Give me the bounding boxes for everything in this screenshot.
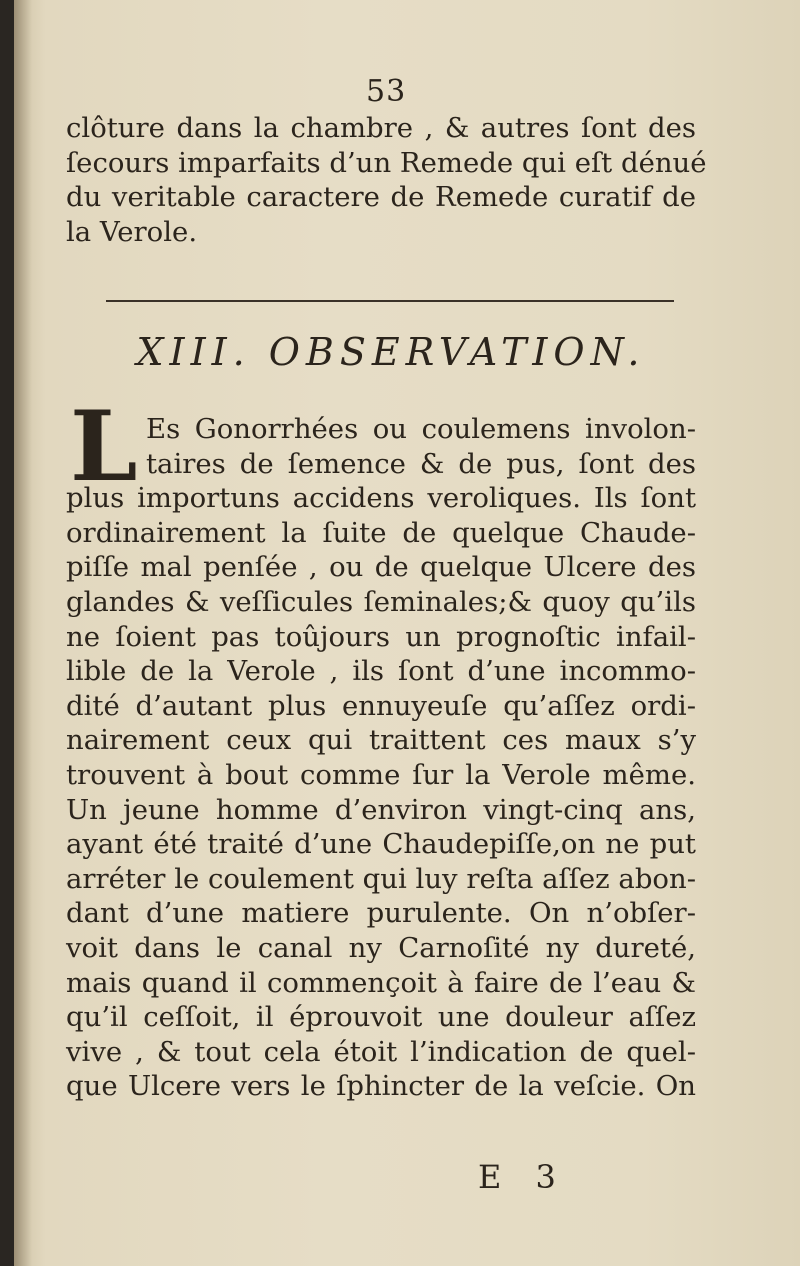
section-divider: [106, 300, 674, 302]
text-line: trouvent à bout comme ſur la Verole même.: [66, 758, 696, 791]
text-line: taires de ſemence & de pus, ſont des: [146, 447, 696, 480]
text-line: arréter le coulement qui luy reſta aſſez abon-: [66, 862, 696, 895]
text-line: ſecours imparfaits d’un Remede qui eſt dénué: [66, 146, 707, 179]
text-line: dant d’une matiere purulente. On n’obſer-: [66, 897, 696, 930]
text-line: nairement ceux qui traittent ces maux s’y: [66, 724, 696, 757]
text-line: glandes & veſſicules ſeminales;& quoy qu’ils: [66, 585, 696, 618]
page-number: 53: [366, 74, 407, 109]
observation-paragraph: [66, 412, 696, 1104]
text-line: ayant été traité d’une Chaudepiſſe,on ne put: [66, 828, 696, 861]
drop-cap: L: [70, 390, 138, 503]
text-line: qu’il ceſſoit, il éprouvoit une douleur aſſez: [66, 1001, 696, 1034]
text-line: ordinairement la ſuite de quelque Chaude-: [66, 516, 696, 549]
book-page: [14, 0, 800, 1266]
text-line: dité d’autant plus ennuyeuſe qu’aſſez ordi-: [66, 689, 696, 722]
continuation-paragraph: [66, 111, 707, 249]
text-line: vive , & tout cela étoit l’indication de quel-: [66, 1035, 696, 1068]
text-line: plus importuns accidens veroliques. Ils ſont: [66, 482, 696, 515]
text-line: lible de la Verole , ils ſont d’une incommo-: [66, 655, 696, 688]
text-line: que Ulcere vers le ſphincter de la veſcie. On: [66, 1070, 696, 1103]
section-heading: XIII. OBSERVATION.: [136, 330, 646, 374]
text-line: du veritable caractere de Remede curatif de: [66, 181, 696, 214]
text-line: Un jeune homme d’environ vingt-cinq ans,: [66, 793, 696, 826]
text-line: clôture dans la chambre , & autres ſont des: [66, 112, 696, 144]
page-gutter-shadow: [14, 0, 32, 1266]
text-line: ne ſoient pas toûjours un prognoſtic infail-: [66, 620, 696, 653]
text-line: voit dans le canal ny Carnoſité ny dureté,: [66, 931, 696, 964]
text-line: piſſe mal penſée , ou de quelque Ulcere des: [66, 551, 696, 584]
signature-mark: E 3: [478, 1158, 568, 1196]
text-line: Es Gonorrhées ou coulemens involon-: [146, 413, 696, 445]
text-line: la Verole.: [66, 215, 198, 248]
text-line: mais quand il commençoit à faire de l’eau &: [66, 966, 696, 999]
